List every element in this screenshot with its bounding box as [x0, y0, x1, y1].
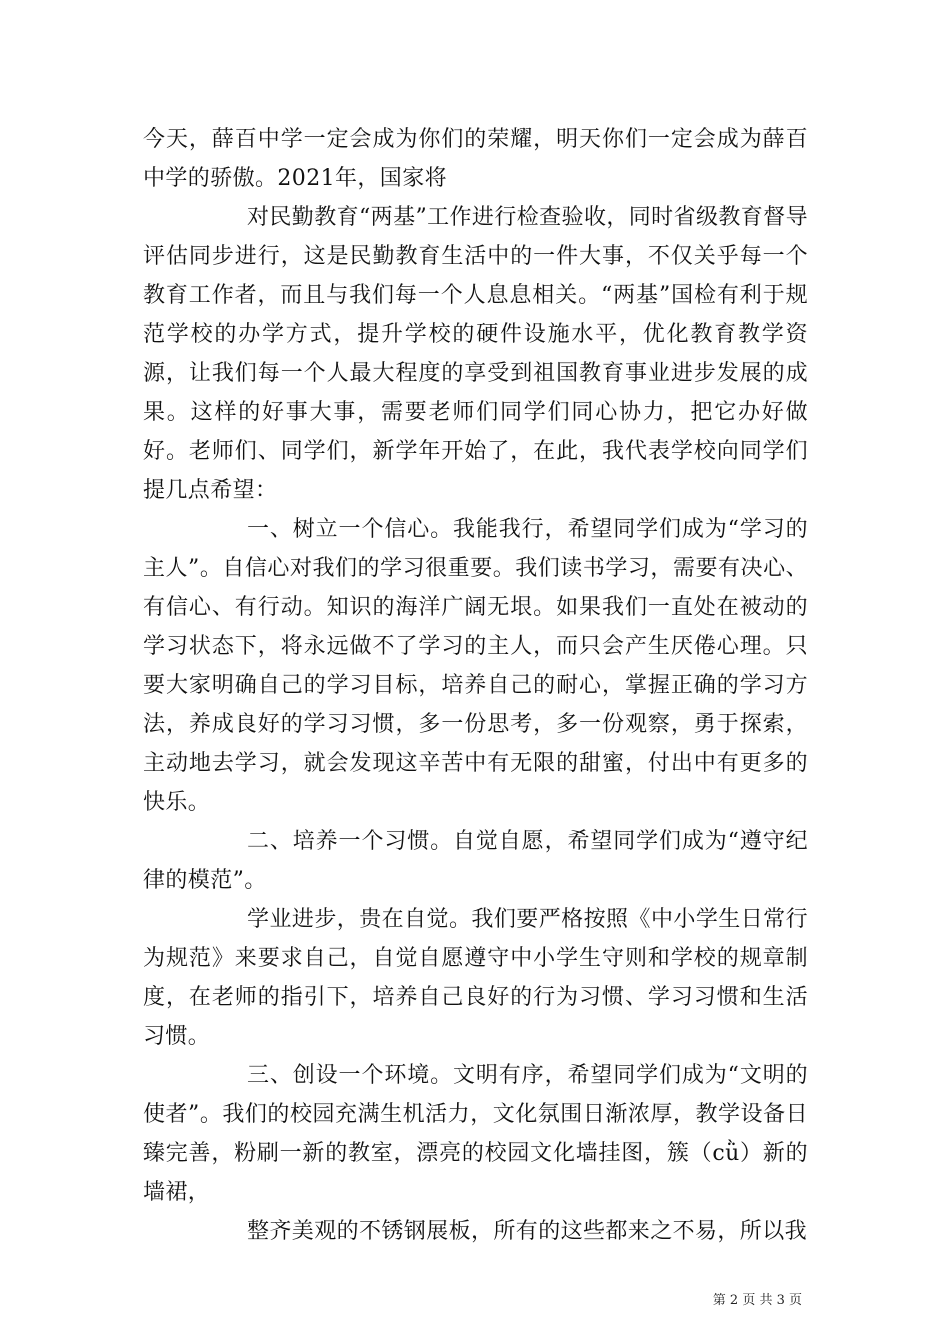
paragraph-3: 一、树立一个信心。我能我行，希望同学们成为“学习的主人”。自信心对我们的学习很重要。我们读书学习，需要有决心、有信心、有行动。知识的海洋广阔无垠。如果我们一直处在被动的学习状态下，将永远做不了学习的主人，而只会产生厌倦心理。只要大家明确自己的学习目标，培养自己的耐心，掌握正确的学习方法，养成良好的学习习惯，多一份思考，多一份观察，勇于探索，主动地去学习，就会发现这辛苦中有无限的甜蜜，付出中有更多的快乐。 [143, 517, 808, 815]
paragraph-1: 今天，薛百中学一定会成为你们的荣耀，明天你们一定会成为薛百中学的骄傲。2021年，国家将 [143, 127, 808, 191]
document-body [143, 120, 808, 1251]
paragraph-5: 学业进步，贵在自觉。我们要严格按照《中小学生日常行为规范》来要求自己，自觉自愿遵守中小学生守则和学校的规章制度，在老师的指引下，培养自己良好的行为习惯、学习习惯和生活习惯。 [143, 907, 808, 1049]
paragraph-6: 三、创设一个环境。文明有序，希望同学们成为“文明的使者”。我们的校园充满生机活力，文化氛围日渐浓厚，教学设备日臻完善，粉刷一新的教室，漂亮的校园文化墙挂图，簇（cǜ）新的墙裙， [143, 1063, 808, 1205]
paragraph-2: 对民勤教育“两基”工作进行检查验收，同时省级教育督导评估同步进行，这是民勤教育生活中的一件大事，不仅关乎每一个教育工作者，而且与我们每一个人息息相关。“两基”国检有利于规范学校的办学方式，提升学校的硬件设施水平，优化教育教学资源，让我们每一个人最大程度的享受到祖国教育事业进步发展的成果。这样的好事大事，需要老师们同学们同心协力，把它办好做好。老师们、同学们，新学年开始了，在此，我代表学校向同学们提几点希望： [143, 205, 808, 503]
paragraph-4: 二、培养一个习惯。自觉自愿，希望同学们成为“遵守纪律的模范”。 [143, 829, 808, 893]
paragraph-7: 整齐美观的不锈钢展板，所有的这些都来之不易，所以我 [247, 1219, 808, 1244]
page-number-footer: 第 2 页 共 3 页 [712, 1293, 802, 1308]
